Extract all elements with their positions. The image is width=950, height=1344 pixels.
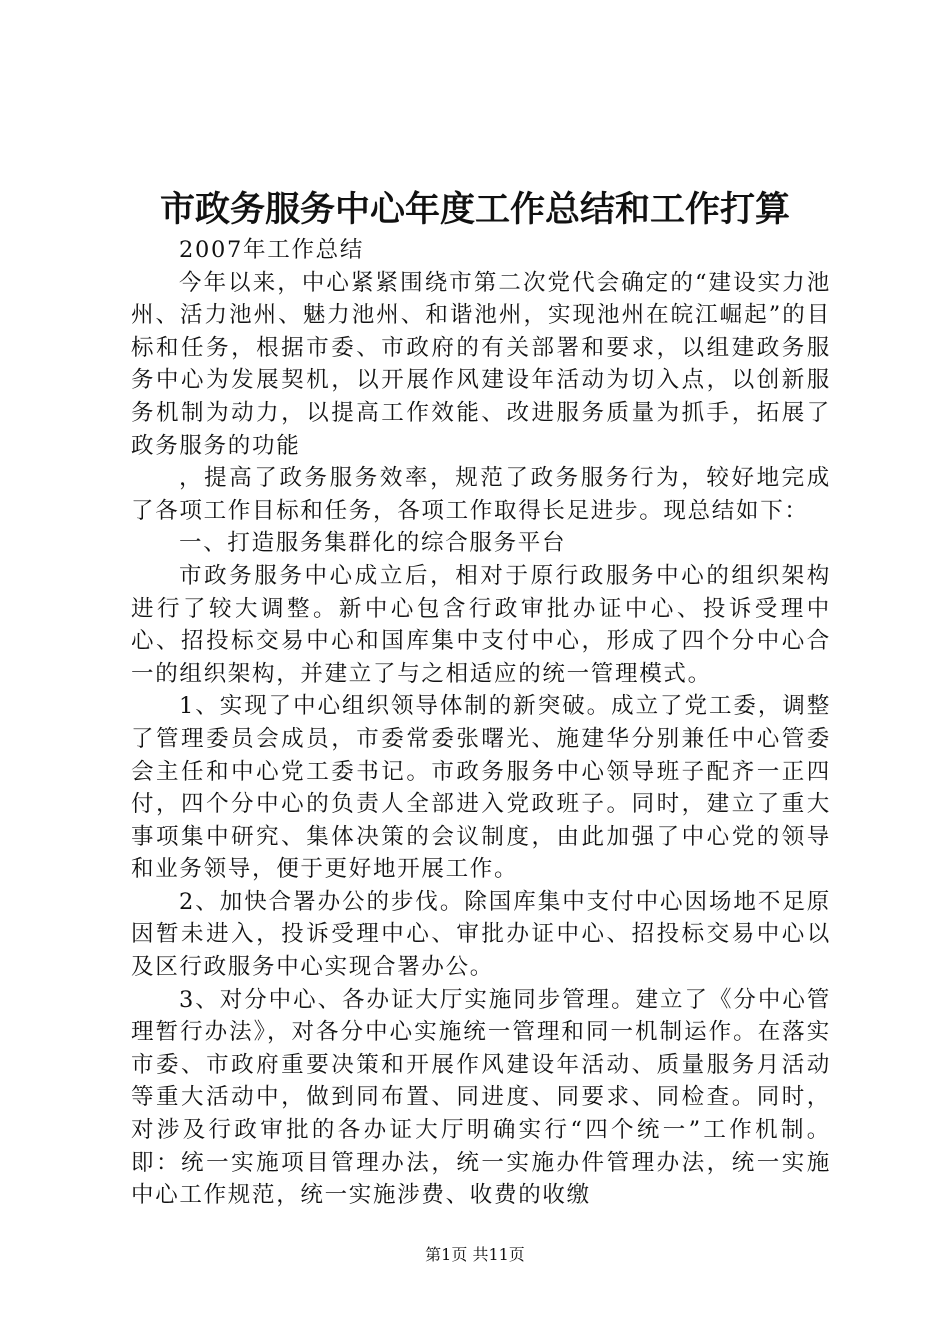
paragraph-intro-continued: ，提高了政务服务效率，规范了政务服务行为，较好地完成了各项工作目标和任务，各项工作取得长足进步。现总结如下：	[131, 465, 831, 524]
paragraph-item-2: 2、加快合署办公的步伐。除国库集中支付中心因场地不足原因暂未进入，投诉受理中心、审批办证中心、招投标交易中心以及区行政服务中心实现合署办公。	[131, 888, 831, 981]
section-heading-1: 一、打造服务集群化的综合服务平台	[179, 530, 567, 557]
document-body	[131, 234, 831, 1212]
paragraph-item-3: 3、对分中心、各办证大厅实施同步管理。建立了《分中心管理暂行办法》，对各分中心实施统一管理和同一机制运作。在落实市委、市政府重要决策和开展作风建设年活动、质量服务月活动等重大活动中，做到同布置、同进度、同要求、同检查。同时，对涉及行政审批的各办证大厅明确实行“四个统一”工作机制。即：统一实施项目管理办法，统一实施办件管理办法，统一实施中心工作规范，统一实施涉费、收费的收缴	[131, 986, 831, 1209]
paragraph-section-1: 市政务服务中心成立后，相对于原行政服务中心的组织架构进行了较大调整。新中心包含行政审批办证中心、投诉受理中心、招投标交易中心和国库集中支付中心，形成了四个分中心合一的组织架构，并建立了与之相适应的统一管理模式。	[131, 562, 831, 687]
page-number-footer: 第1页 共11页	[425, 1245, 525, 1264]
paragraph-item-1: 1、实现了中心组织领导体制的新突破。成立了党工委，调整了管理委员会成员，市委常委张曙光、施建华分别兼任中心管委会主任和中心党工委书记。市政务服务中心领导班子配齐一正四付，四个分中心的负责人全部进入党政班子。同时，建立了重大事项集中研究、集体决策的会议制度，由此加强了中心党的领导和业务领导，便于更好地开展工作。	[131, 693, 831, 883]
document-title: 市政务服务中心年度工作总结和工作打算	[159, 189, 790, 230]
section-heading-summary: 2007年工作总结	[179, 237, 365, 263]
paragraph-intro: 今年以来，中心紧紧围绕市第二次党代会确定的“建设实力池州、活力池州、魅力池州、和谐池州，实现池州在皖江崛起”的目标和任务，根据市委、市政府的有关部署和要求，以组建政务服务中心为发展契机，以开展作风建设年活动为切入点，以创新服务机制为动力，以提高工作效能、改进服务质量为抓手，拓展了政务服务的功能	[131, 269, 831, 459]
